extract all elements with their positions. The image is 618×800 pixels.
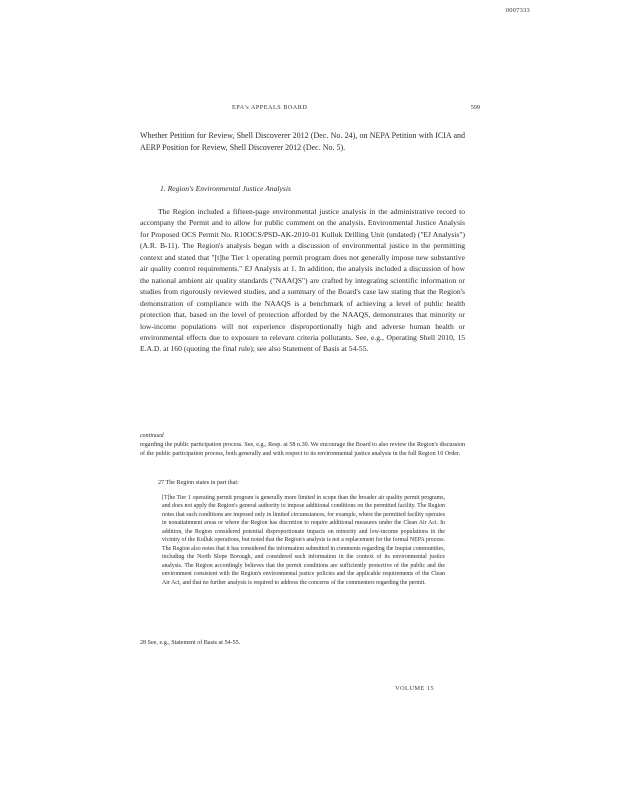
body-text (140, 206, 465, 355)
running-title: EPA's APPEALS BOARD (232, 104, 308, 111)
section-heading: 1. Region's Environmental Justice Analysis (160, 184, 291, 193)
body-paragraph: The Region included a fifteen-page environmental justice analysis in the administrative record to accompany the Permit and to allow for public comment on the analysis. Environmental Justice Analysis for Proposed OCS Permit No. R10OCS/PSD-AK-2010-01 Kulluk Drilling Unit (undated) ("EJ Analysis") (A.R. B-11). The Region's analysis began with a discussion of environmental justice in the permitting context and stated that "[t]he Tier 1 operating permit program does not generally impose new substantive air quality control requirements." EJ Analysis at 1. In addition, the analysis included a discussion of how the national ambient air quality standards ("NAAQS") are crafted by integrating scientific information or studies from rigorously reviewed studies, and a summary of the Board's case law stating that the Region's demonstration of compliance with the NAAQS is a benchmark of achieving a level of public health protection that, based on the level of protection afforded by the NAAQS, demonstrates that minority or low-income populations will not experience disproportionally high and adverse human health or environmental effects due to exposure to relevant criteria pollutants. See, e.g., Operating Shell 2010, 15 E.A.D. at 160 (quoting the final rule); see also Statement of Basis at 54-55. (140, 207, 465, 354)
running-head (140, 104, 480, 111)
page-number: 599 (470, 104, 480, 111)
footnote-28: 28 See, e.g., Statement of Basis at 54-55. (140, 640, 241, 646)
volume-mark: VOLUME 15 (395, 685, 434, 692)
footnote-27: 27 The Region states in part that: (158, 480, 239, 486)
footnote-block-quote: [T]he Tier 1 operating permit program is generally more limited in scope than the broader air quality permit programs, and does not apply the Region's general authority to impose additional conditions on the permitted facility. The Region notes that such conditions are imposed only in limited circumstances, for example, where the permitted facility operates in nonattainment areas or where the Region has discretion to require additional measures under the Clean Air Act. In addition, the Region considered potential disproportionate impacts on minority and low-income populations in the vicinity of the Kulluk operations, but noted that the Region's analysis is not a replacement for the formal NEPA process. The Region also notes that it has considered the information submitted in comments regarding the Inupiat communities, including the North Slope Borough, and considered such information in the context of its environmental justice analysis. The Region accordingly believes that the permit conditions are sufficiently protective of the public and the environment consistent with the Region's environmental justice policies and the applicable requirements of the Clean Air Act, and that no further analysis is required to address the concerns of the commenters regarding the permit. (162, 495, 445, 586)
footnote-continued-text: regarding the public participation process. See, e.g., Resp. at 58 n.30. We encourage the Board to also review the Region's discussion of the public participation process, both generally and with respect to its environmental justice analysis in the full Region 10 Order. (140, 442, 465, 457)
case-citation: Whether Petition for Review, Shell Discoverer 2012 (Dec. No. 24), on NEPA Petition with ICIA and AERP Position for Review, Shell Discoverer 2012 (Dec. No. 5). (140, 131, 465, 153)
footnote-continued-label: continued (140, 433, 164, 439)
bates-number: 0007333 (505, 7, 530, 14)
